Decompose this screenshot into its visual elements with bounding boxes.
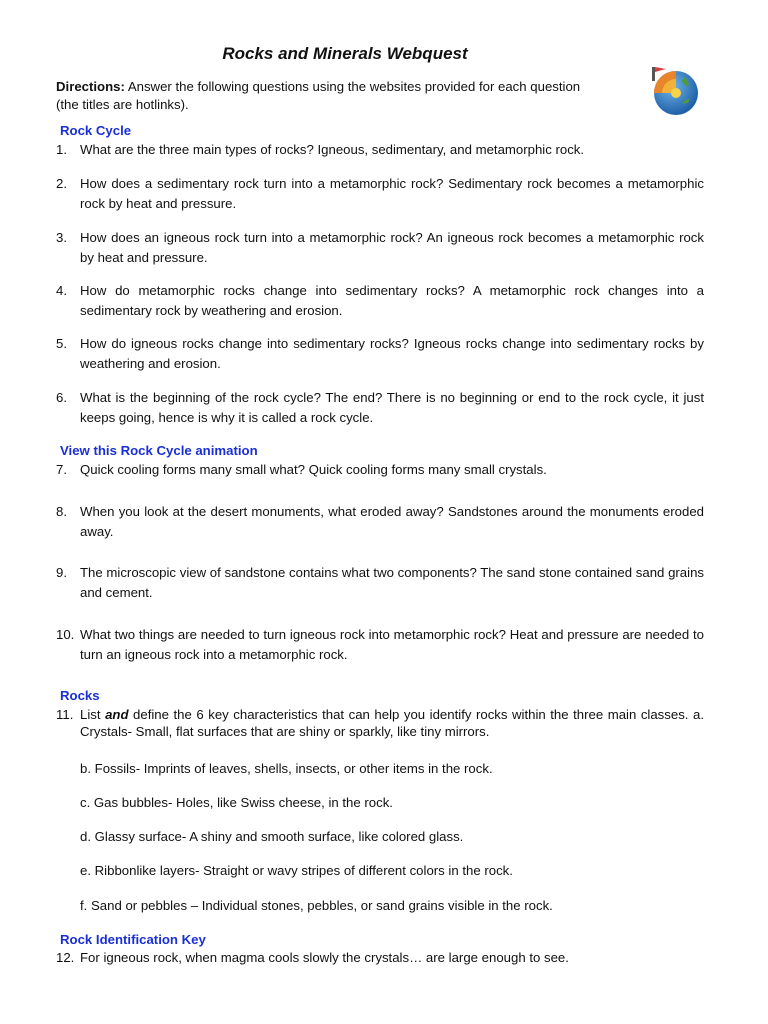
question-item [56,706,704,740]
question-item [56,174,704,213]
question-number: 1. [56,142,67,157]
question-text: How do metamorphic rocks change into sedimentary rocks? A metamorphic rock changes into a sedimentary rock by weathering and erosion. [80,283,704,318]
question-item [56,948,704,968]
question-text: What is the beginning of the rock cycle? The end? There is no beginning or end to the rock cycle, it just keeps going, hence is why it is called a rock cycle. [80,390,704,425]
page-title: Rocks and Minerals Webquest [222,44,468,63]
question-text: The microscopic view of sandstone contains what two components? The sand stone contained sand grains and cement. [80,565,704,600]
question-item [56,228,704,267]
emphasis-and: and [105,707,129,722]
question-text-pre: List [80,707,106,722]
characteristic-item: f. Sand or pebbles – Individual stones, pebbles, or sand grains visible in the rock. [80,898,553,913]
characteristic-item: d. Glassy surface- A shiny and smooth surface, like colored glass. [80,829,464,844]
question-number: 10. [56,627,75,642]
link-rocks[interactable]: Rocks [60,688,100,703]
question-item [56,388,704,427]
directions [56,78,656,114]
question-item [56,281,704,320]
question-number: 9. [56,565,67,580]
question-text: Quick cooling forms many small what? Quick cooling forms many small crystals. [80,462,547,477]
question-number: 6. [56,390,67,405]
question-text: How do igneous rocks change into sedimentary rocks? Igneous rocks change into sedimentary rocks by weathering and erosion. [80,336,704,371]
question-text: What two things are needed to turn igneous rock into metamorphic rock? Heat and pressure are needed to turn an igneous rock into a metamorphic rock. [80,627,704,662]
characteristic-item: c. Gas bubbles- Holes, like Swiss cheese, in the rock. [80,795,393,810]
question-number: 7. [56,462,67,477]
directions-text: Answer the following questions using the websites provided for each question [127,79,581,94]
question-number: 11. [56,707,74,722]
link-rock-cycle-animation[interactable]: View this Rock Cycle animation [60,443,258,458]
question-number: 2. [56,176,67,191]
question-text [80,706,704,740]
question-text: How does a sedimentary rock turn into a metamorphic rock? Sedimentary rock becomes a metamorphic rock by heat and pressure. [80,176,704,211]
question-item [56,563,704,602]
question-number: 4. [56,283,67,298]
question-number: 12. [56,950,75,965]
question-text: How does an igneous rock turn into a metamorphic rock? An igneous rock becomes a metamorphic rock by heat and pressure. [80,230,704,265]
question-text: For igneous rock, when magma cools slowly the crystals… are large enough to see. [80,950,569,965]
question-item [56,625,704,664]
question-text: What are the three main types of rocks? Igneous, sedimentary, and metamorphic rock. [80,142,585,157]
question-number: 3. [56,230,67,245]
question-item [56,502,704,541]
question-text: When you look at the desert monuments, what eroded away? Sandstones around the monuments eroded away. [80,504,704,539]
link-rock-cycle[interactable]: Rock Cycle [60,123,132,138]
question-number: 8. [56,504,67,519]
directions-text-2: (the titles are hotlinks). [56,97,189,112]
question-number: 5. [56,336,67,351]
question-text-post: define the 6 key characteristics that can help you identify rocks within the three main classes. a. Crystals- Small, flat surfaces that are shiny or sparkly, like tiny mirrors. [80,707,704,739]
directions-label: Directions: [56,79,125,94]
link-rock-identification-key[interactable]: Rock Identification Key [60,932,206,947]
question-item [56,334,704,373]
characteristic-item: b. Fossils- Imprints of leaves, shells, insects, or other items in the rock. [80,761,493,776]
question-item [56,460,704,480]
characteristic-item: e. Ribbonlike layers- Straight or wavy stripes of different colors in the rock. [80,863,513,878]
question-item [56,140,704,160]
